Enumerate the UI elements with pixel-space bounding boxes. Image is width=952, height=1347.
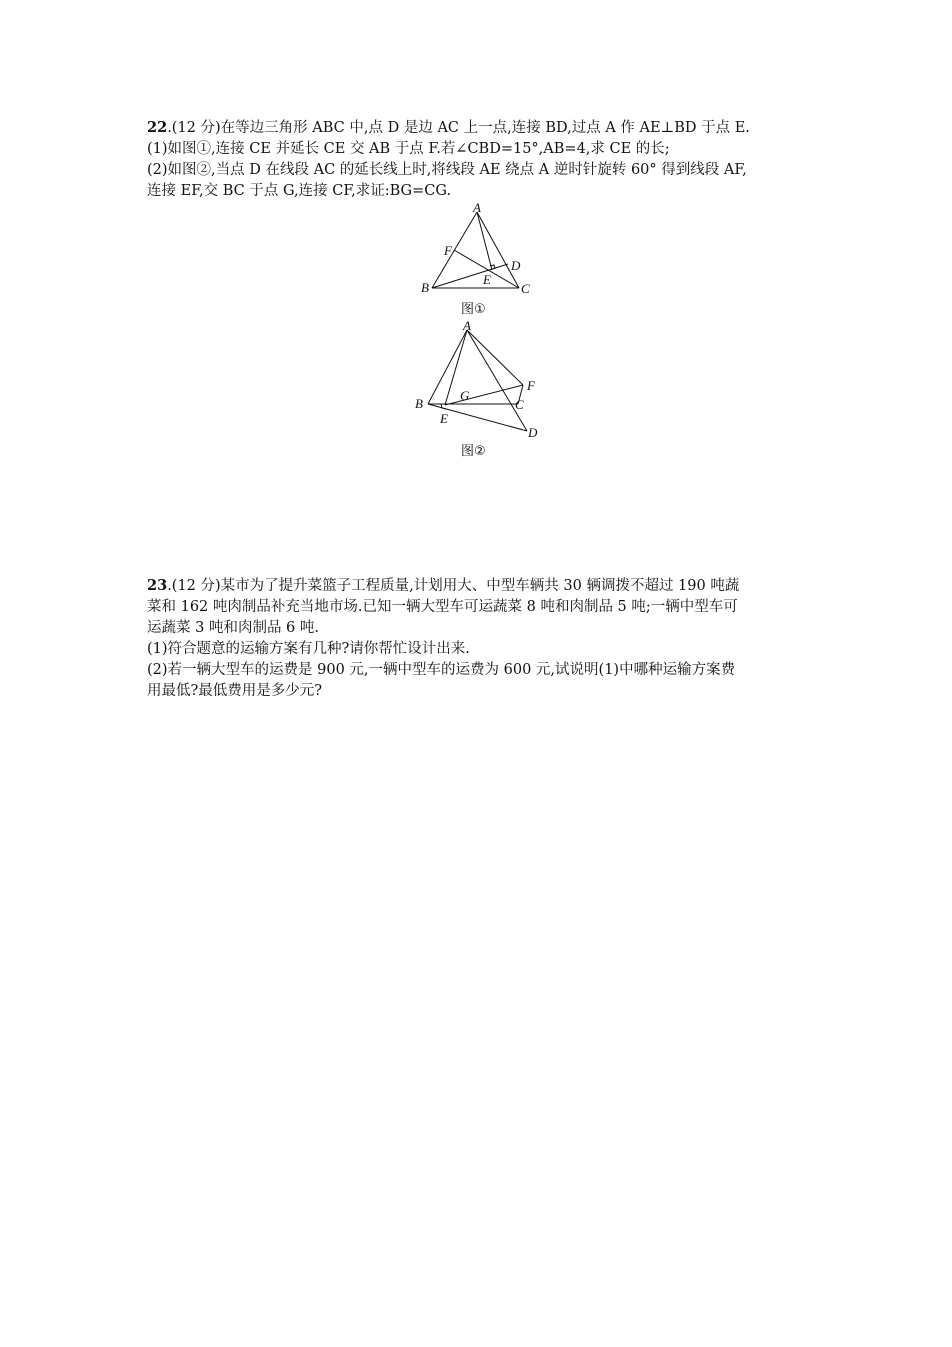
label-c: C — [515, 397, 524, 412]
segment-bd — [432, 264, 508, 288]
problem-22-line-4: 连接 EF,交 BC 于点 G,连接 CF,求证:BG=CG. — [147, 183, 452, 199]
problem-23-line-3: 运蔬菜 3 吨和肉制品 6 吨. — [147, 620, 319, 636]
label-d: D — [528, 425, 538, 440]
label-b: B — [421, 280, 429, 295]
label-e: E — [483, 272, 491, 287]
segment-ae — [477, 212, 492, 270]
label-f: F — [444, 243, 452, 258]
problem-22-line-3: (2)如图②,当点 D 在线段 AC 的延长线上时,将线段 AE 绕点 A 逆时针旋转 60° 得到线段 AF, — [147, 162, 747, 178]
label-g: G — [460, 388, 470, 403]
problem-22-line-2: (1)如图①,连接 CE 并延长 CE 交 AB 于点 F.若∠CBD=15°,AB=4,求 CE 的长; — [147, 141, 670, 157]
problem-23-line-1: 23.(12 分)某市为了提升菜篮子工程质量,计划用大、中型车辆共 30 辆调拨不超过 190 吨蔬 — [147, 577, 740, 594]
problem-23-line-2: 菜和 162 吨肉制品补充当地市场.已知一辆大型车可运蔬菜 8 吨和肉制品 5 吨;一辆中型车可 — [147, 599, 738, 615]
figure-1-caption: 图① — [461, 302, 486, 317]
figure-1 — [415, 200, 545, 300]
problem-23-number: 23 — [147, 577, 168, 594]
problem-22-number: 22 — [147, 119, 168, 136]
label-c: C — [521, 281, 530, 296]
problem-22 — [147, 117, 817, 202]
label-e: E — [440, 411, 448, 426]
label-a: A — [463, 318, 471, 333]
segment-ef — [445, 385, 523, 405]
figure-2-caption: 图② — [461, 444, 486, 459]
problem-22-line-1: 22.(12 分)在等边三角形 ABC 中,点 D 是边 AC 上一点,连接 BD,过点 A 作 AE⊥BD 于点 E. — [147, 119, 750, 136]
label-f: F — [527, 378, 535, 393]
problem-23-line-6: 用最低?最低费用是多少元? — [147, 683, 323, 699]
problem-23-line-4: (1)符合题意的运输方案有几种?请你帮忙设计出来. — [147, 641, 470, 657]
label-b: B — [415, 396, 423, 411]
problem-23-line-5: (2)若一辆大型车的运费是 900 元,一辆中型车的运费为 600 元,试说明(1)中哪种运输方案费 — [147, 662, 736, 678]
figure-2 — [410, 318, 550, 443]
problem-23 — [147, 575, 817, 702]
label-a: A — [473, 200, 481, 215]
label-d: D — [511, 258, 521, 273]
